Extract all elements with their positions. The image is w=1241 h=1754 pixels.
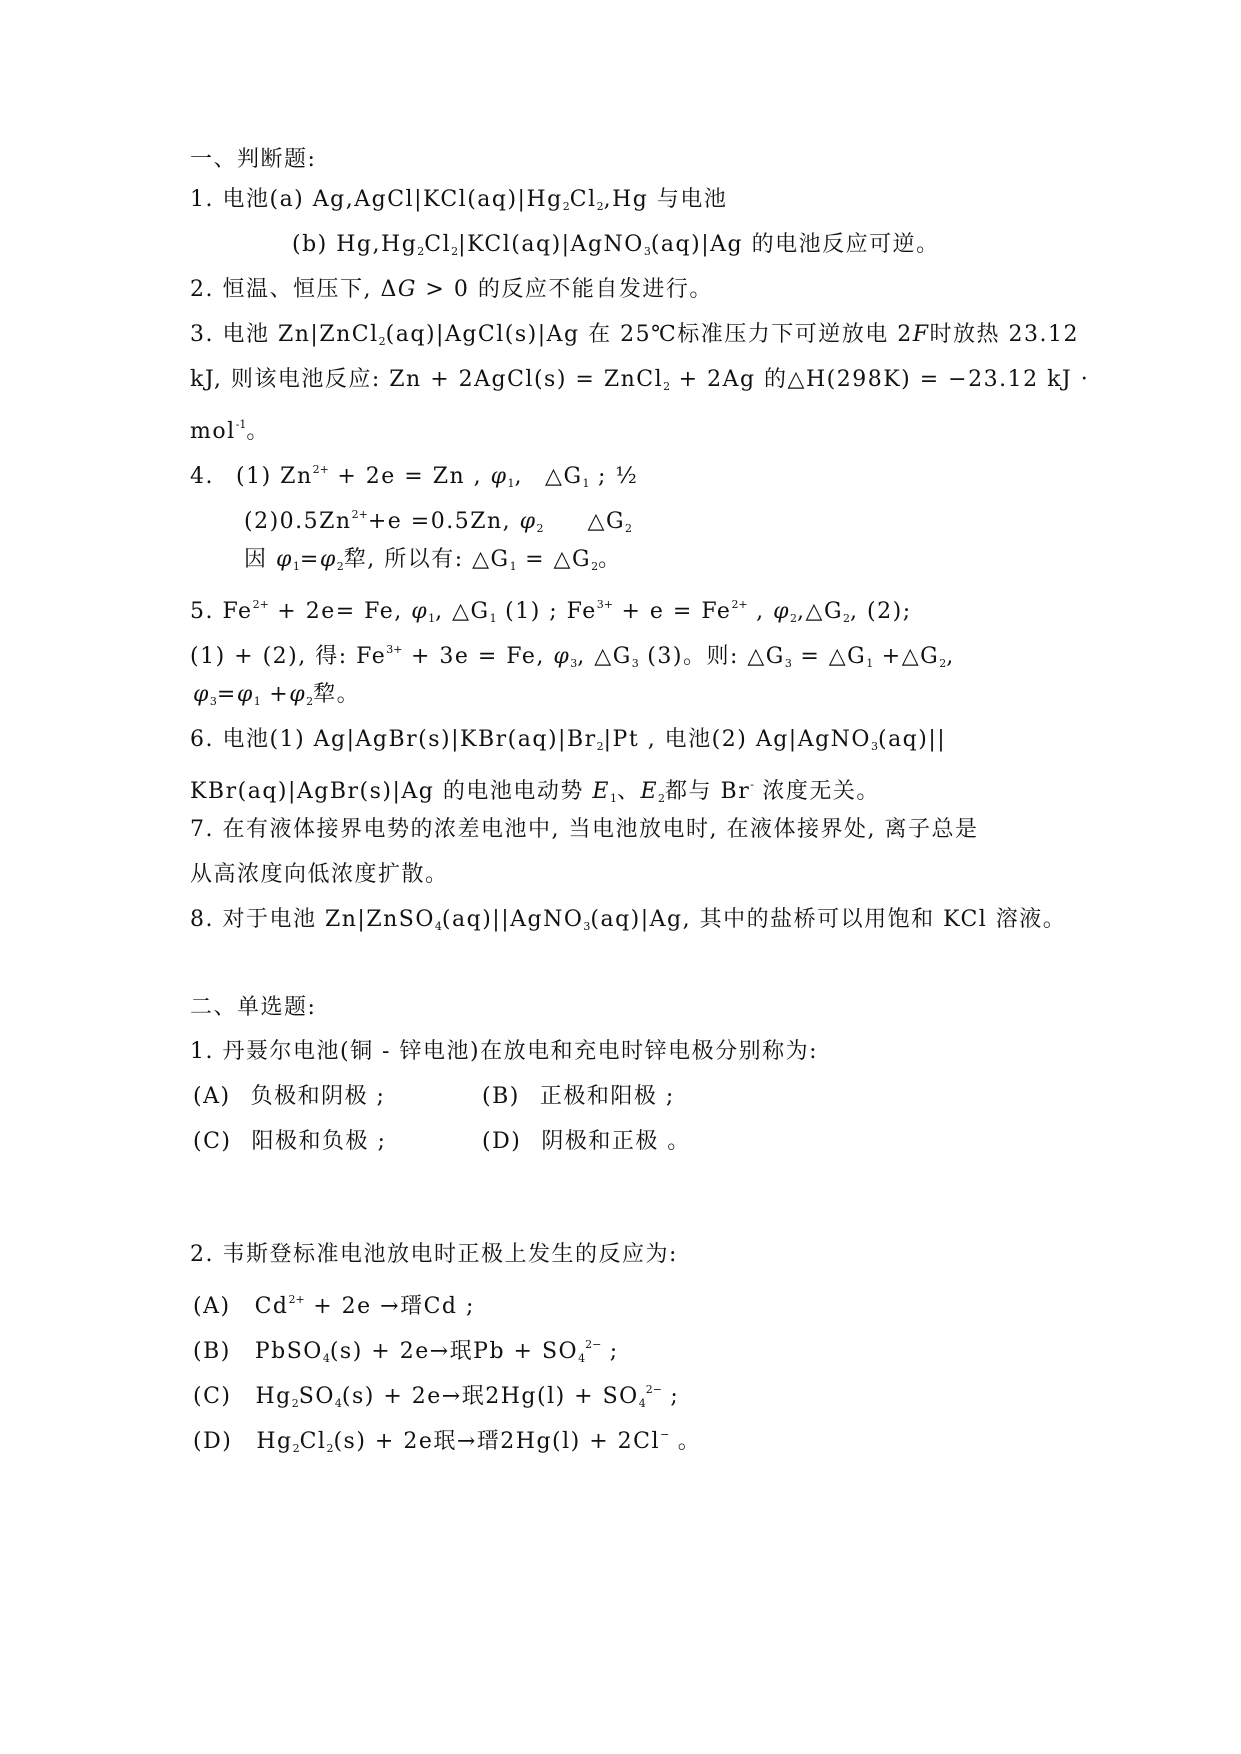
q5-line2: [190, 635, 955, 679]
text-run: (s) + 2e→珉2Hg(l) + SO: [341, 1384, 639, 1409]
subscript: 3: [209, 695, 217, 708]
subscript: 4: [638, 1397, 646, 1410]
text-run: (aq)||: [877, 727, 947, 752]
option-text: 正极和阳极 ;: [539, 1084, 675, 1109]
option-text: 负极和阴极 ;: [250, 1084, 386, 1109]
text-run: ; ½: [589, 464, 639, 489]
phi-symbol: φ: [319, 547, 337, 572]
subscript: 3: [643, 245, 651, 258]
q5-line3: [193, 680, 360, 717]
superscript: 3+: [386, 643, 403, 656]
text-run: , △G: [435, 599, 490, 624]
subscript: 2: [451, 245, 459, 258]
subscript: 2: [306, 695, 314, 708]
mc2-option-b: [193, 1330, 619, 1374]
subscript: 2: [591, 560, 599, 573]
subscript: 2: [843, 612, 851, 625]
subscript: 2: [291, 1397, 299, 1410]
q3-line3: [190, 410, 270, 447]
text-run: 犂。: [313, 682, 361, 707]
q8-line: [190, 905, 1066, 942]
subscript: 2: [790, 612, 798, 625]
text-run: 都与 Br: [665, 779, 751, 804]
option-text: 阳极和负极 ;: [251, 1129, 387, 1154]
text-run: (aq)|AgCl(s)|Ag 在 25℃标准压力下可逆放电 2: [385, 322, 913, 347]
q4-line1: [190, 455, 638, 499]
subscript: 1: [509, 560, 517, 573]
subscript: 3: [631, 657, 639, 670]
text-run: + 2Ag 的△H(298K) = −23.12 kJ ·: [670, 367, 1090, 392]
subscript: 4: [334, 1397, 342, 1410]
subscript: 1: [292, 560, 300, 573]
subscript: 2: [417, 245, 425, 258]
text-run: ,: [514, 464, 524, 489]
subscript: 1: [507, 477, 515, 490]
mc1-option-c: [193, 1127, 386, 1157]
text-run: + e = Fe: [612, 599, 732, 624]
q1-line2: [292, 230, 940, 267]
subscript: 1: [582, 477, 590, 490]
superscript: -: [750, 778, 754, 791]
q3-line1: [190, 320, 1079, 357]
option-letter: (B): [193, 1339, 231, 1364]
subscript: 1: [609, 792, 617, 805]
mc1-option-a: [193, 1082, 385, 1112]
text-run: + 2e = Zn ,: [328, 464, 491, 489]
phi-symbol: φ: [519, 509, 537, 534]
text-run: kJ, 则该电池反应: Zn + 2AgCl(s) = ZnCl: [190, 367, 664, 392]
mc2-stem: 2. 韦斯登标准电池放电时正极上发生的反应为:: [190, 1242, 678, 1267]
superscript: 2+: [731, 598, 748, 611]
q2-line: [190, 275, 713, 305]
text-run: Cl: [424, 232, 452, 257]
text-run: ,: [747, 599, 774, 624]
text-run: (aq)|Ag, 其中的盐桥可以用饱和 KCl 溶液。: [590, 907, 1067, 932]
text-run: 5. Fe: [190, 599, 253, 624]
option-letter: (D): [482, 1129, 522, 1154]
text-run: (1) ; Fe: [496, 599, 597, 624]
superscript: 3+: [596, 598, 613, 611]
text-run: 2. 恒温、恒压下, Δ: [190, 277, 398, 302]
text-run: ,: [946, 644, 955, 669]
text-run: 因: [244, 547, 276, 572]
phi-symbol: φ: [553, 644, 571, 669]
subscript: 2: [292, 1442, 300, 1455]
phi-symbol: φ: [490, 464, 508, 489]
text-run: 。: [246, 419, 270, 444]
text-run: Hg: [256, 1429, 293, 1454]
q7-line2: 从高浓度向低浓度扩散。: [190, 862, 449, 887]
text-run: 。: [669, 1429, 702, 1454]
subscript: 2: [596, 740, 604, 753]
q4-line3: [244, 545, 622, 582]
subscript: 2: [378, 335, 386, 348]
superscript: −: [660, 1428, 670, 1441]
text-run: mol: [190, 419, 236, 444]
text-run: △G: [545, 464, 583, 489]
text-run: ,△G: [797, 599, 844, 624]
text-run: ;: [661, 1384, 680, 1409]
mc1-option-d: [482, 1127, 691, 1157]
text-run: SO: [298, 1384, 335, 1409]
superscript: 2+: [351, 508, 368, 521]
text-run: △G: [587, 509, 626, 534]
superscript: 2−: [585, 1338, 602, 1351]
text-run: 浓度无关。: [753, 779, 880, 804]
text-run: (b) Hg,Hg: [292, 232, 418, 257]
subscript: 2: [596, 200, 604, 213]
subscript: 2: [562, 200, 570, 213]
text-run: + 3e = Fe,: [402, 644, 554, 669]
text-run: Hg: [255, 1384, 292, 1409]
subscript: 3: [870, 740, 878, 753]
text-run: (s) + 2e珉→瑨2Hg(l) + 2Cl: [333, 1429, 661, 1454]
superscript: 2+: [288, 1293, 305, 1306]
text-run: =: [299, 547, 320, 572]
option-letter: (A): [193, 1294, 231, 1319]
text-run: ,Hg 与电池: [603, 187, 728, 212]
italic-var: F: [912, 322, 930, 347]
option-letter: (C): [193, 1129, 232, 1154]
subscript: 1: [866, 657, 874, 670]
subscript: 2: [939, 657, 947, 670]
superscript: 2+: [252, 598, 269, 611]
subscript: 3: [583, 920, 591, 933]
subscript: 1: [489, 612, 497, 625]
text-run: (aq)||AgNO: [441, 907, 584, 932]
text-run: Cl: [299, 1429, 327, 1454]
subscript: 4: [578, 1352, 586, 1365]
mc1-stem: 1. 丹聂尔电池(铜 - 锌电池)在放电和充电时锌电极分别称为:: [190, 1039, 818, 1064]
option-letter: (B): [482, 1084, 520, 1109]
subscript: 4: [322, 1352, 330, 1365]
phi-symbol: φ: [773, 599, 791, 624]
text-run: KBr(aq)|AgBr(s)|Ag 的电池电动势: [190, 779, 593, 804]
text-run: =: [216, 682, 237, 707]
q3-line2: [190, 365, 1089, 402]
text-run: 、: [616, 779, 641, 804]
section1-title: 一、判断题:: [190, 147, 317, 172]
phi-symbol: φ: [289, 682, 307, 707]
mc1-option-b: [482, 1082, 675, 1112]
text-run: +: [260, 682, 290, 707]
subscript: 2: [658, 792, 666, 805]
subscript: 2: [336, 560, 344, 573]
subscript: 4: [434, 920, 442, 933]
text-run: (s) + 2e→珉Pb + SO: [329, 1339, 579, 1364]
mc2-option-d: [193, 1420, 701, 1464]
text-run: 3. 电池 Zn|ZnCl: [190, 322, 379, 347]
text-run: (1) + (2), 得: Fe: [190, 644, 387, 669]
text-run: 6. 电池(1) Ag|AgBr(s)|KBr(aq)|Br: [190, 727, 597, 752]
text-run: = △G: [791, 644, 867, 669]
text-run: Cl: [569, 187, 597, 212]
subscript: 2: [326, 1442, 334, 1455]
text-run: 8. 对于电池 Zn|ZnSO: [190, 907, 435, 932]
text-run: , (2);: [850, 599, 912, 624]
text-run: (1) Zn: [236, 464, 313, 489]
subscript: 1: [428, 612, 436, 625]
subscript: 1: [253, 695, 261, 708]
superscript: 2+: [312, 463, 329, 476]
option-letter: (C): [193, 1384, 232, 1409]
italic-var: G: [397, 277, 417, 302]
text-run: (3)。则: △G: [638, 644, 785, 669]
q6-line2: [190, 770, 880, 814]
subscript: 2: [663, 380, 671, 393]
q6-line1: [190, 725, 946, 762]
subscript: 2: [536, 522, 544, 535]
phi-symbol: φ: [411, 599, 429, 624]
q4-line2: [244, 500, 632, 544]
option-letter: (A): [193, 1084, 231, 1109]
text-run: > 0 的反应不能自发进行。: [416, 277, 713, 302]
italic-var: E: [640, 779, 659, 804]
text-run: 时放热 23.12: [929, 322, 1079, 347]
text-run: |KCl(aq)|AgNO: [458, 232, 644, 257]
text-run: +△G: [873, 644, 940, 669]
text-run: 。: [598, 547, 622, 572]
phi-symbol: φ: [236, 682, 254, 707]
text-run: (aq)|Ag 的电池反应可逆。: [650, 232, 940, 257]
option-text: 阴极和正极 。: [541, 1129, 691, 1154]
text-run: Cd: [254, 1294, 289, 1319]
q5-line1: [190, 590, 912, 634]
text-run: + 2e= Fe,: [268, 599, 412, 624]
subscript: 3: [570, 657, 578, 670]
italic-var: E: [592, 779, 610, 804]
text-run: 犂, 所以有: △G: [343, 547, 510, 572]
mc2-option-a: [193, 1285, 475, 1322]
q1-line1: [190, 185, 727, 222]
phi-symbol: φ: [193, 682, 210, 707]
text-run: |Pt , 电池(2) Ag|AgNO: [603, 727, 871, 752]
section2-title: 二、单选题:: [190, 995, 317, 1020]
subscript: 3: [784, 657, 792, 670]
text-run: +e =0.5Zn,: [367, 509, 520, 534]
superscript: -1: [235, 418, 247, 431]
q7-line1: 7. 在有液体接界电势的浓差电池中, 当电池放电时, 在液体接界处, 离子总是: [190, 817, 979, 842]
text-run: 4.: [190, 464, 214, 489]
mc2-option-c: [193, 1375, 679, 1419]
text-run: PbSO: [254, 1339, 323, 1364]
text-run: 1. 电池(a) Ag,AgCl|KCl(aq)|Hg: [190, 187, 563, 212]
phi-symbol: φ: [276, 547, 293, 572]
text-run: + 2e →瑨Cd ;: [304, 1294, 475, 1319]
superscript: 2−: [645, 1383, 662, 1396]
subscript: 2: [625, 522, 633, 535]
text-run: , △G: [577, 644, 632, 669]
text-run: = △G: [516, 547, 592, 572]
option-letter: (D): [193, 1429, 233, 1454]
text-run: ;: [601, 1339, 619, 1364]
text-run: (2)0.5Zn: [244, 509, 352, 534]
